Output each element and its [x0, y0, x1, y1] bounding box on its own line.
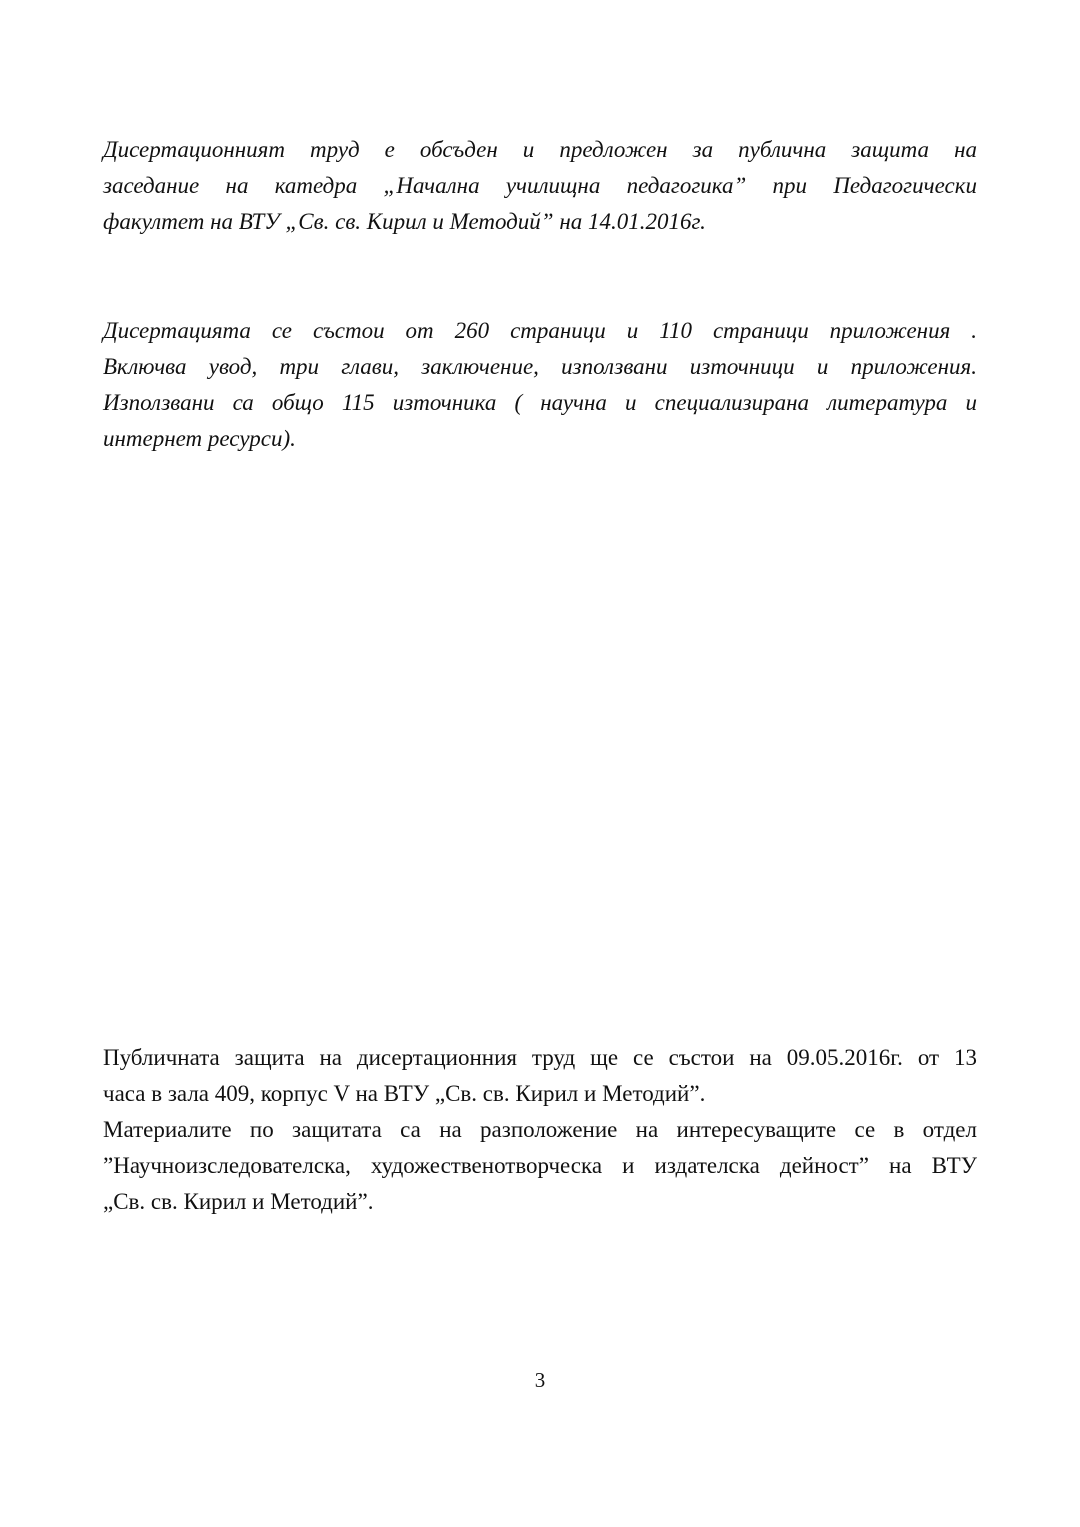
paragraph-line: Включва увод, три глави, заключение, използвани източници и приложения. [103, 354, 977, 379]
paragraph-line: „Св. св. Кирил и Методий”. [103, 1189, 374, 1214]
paragraph-line: Дисертационният труд е обсъден и предложен за публична защита на [103, 137, 977, 162]
paragraph-line: ”Научноизследователска, художественотворческа и издателска дейност” на ВТУ [103, 1153, 977, 1178]
paragraph-line: факултет на ВТУ „Св. св. Кирил и Методий” на 14.01.2016г. [103, 209, 706, 234]
paragraph-line: Материалите по защитата са на разположение на интересуващите се в отдел [103, 1117, 977, 1142]
paragraph-line: интернет ресурси). [103, 426, 296, 451]
paragraph-line: заседание на катедра „Начална училищна педагогика” при Педагогически [103, 173, 977, 198]
paragraph-line: Използвани са общо 115 източника ( научна и специализирана литература и [103, 390, 977, 415]
paragraph-line: часа в зала 409, корпус V на ВТУ „Св. св. Кирил и Методий”. [103, 1081, 706, 1106]
paragraph-line: Дисертацията се състои от 260 страници и 110 страници приложения . [103, 318, 977, 343]
page-number: 3 [534, 1368, 546, 1392]
paragraph-line: Публичната защита на дисертационния труд ще се състои на 09.05.2016г. от 13 [103, 1045, 977, 1070]
paragraph-public-defense [103, 1040, 977, 1220]
paragraph-discussion [103, 132, 977, 240]
paragraph-structure [103, 313, 977, 457]
